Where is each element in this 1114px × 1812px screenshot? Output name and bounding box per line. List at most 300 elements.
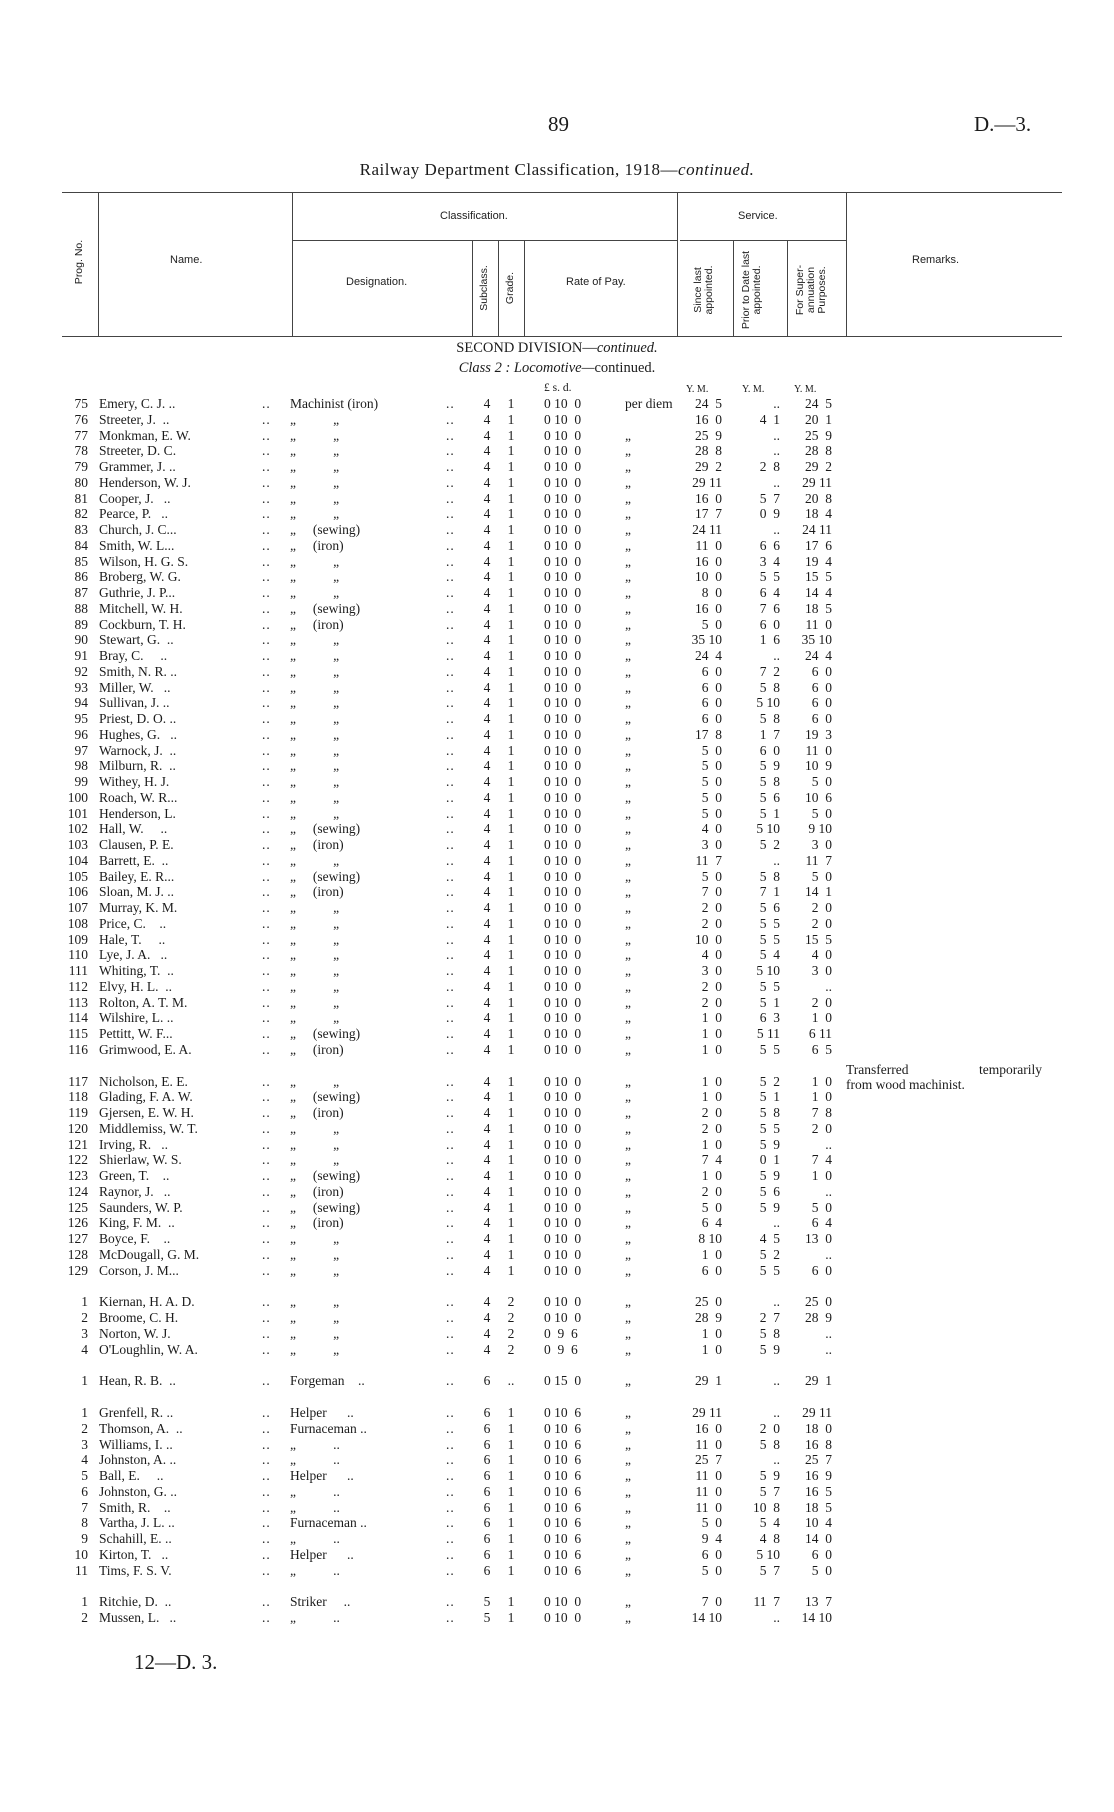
cell-leader: .. (262, 554, 271, 569)
cell-name: Grammer, J. .. (99, 459, 176, 474)
cell-rate-of-pay: 0 10 0 (544, 916, 582, 931)
cell-rate-of-pay: 0 10 0 (544, 459, 582, 474)
cell-designation: „ (iron) (290, 837, 344, 852)
cell-service-superannuation: 17 6 (805, 538, 832, 553)
cell-pay-unit: „ (625, 443, 631, 458)
cell-leader: .. (446, 900, 455, 915)
cell-name: Stewart, G. .. (99, 632, 174, 647)
cell-pay-unit: „ (625, 869, 631, 884)
cell-prog-no: 77 (74, 428, 88, 443)
cell-rate-of-pay: 0 10 0 (544, 396, 582, 411)
cell-pay-unit: „ (625, 522, 631, 537)
cell-rate-of-pay: 0 10 0 (544, 1231, 582, 1246)
cell-grade: 1 (507, 1500, 515, 1515)
cell-leader: .. (446, 979, 455, 994)
cell-subclass: 5 (483, 1594, 491, 1609)
cell-service-since-last: 5 0 (701, 743, 722, 758)
cell-leader: .. (446, 1342, 455, 1357)
cell-leader: .. (262, 412, 271, 427)
cell-rate-of-pay: 0 10 6 (544, 1484, 582, 1499)
cell-service-since-last: 16 0 (695, 601, 722, 616)
cell-name: Schahill, E. .. (99, 1531, 172, 1546)
cell-service-since-last: 16 0 (695, 491, 722, 506)
cell-name: Lye, J. A. .. (99, 947, 168, 962)
cell-leader: .. (262, 1610, 271, 1625)
cell-prog-no: 105 (67, 869, 88, 884)
cell-leader: .. (262, 711, 271, 726)
cell-grade: 1 (507, 632, 515, 647)
cell-designation: „ (sewing) (290, 869, 361, 884)
cell-subclass: 4 (483, 617, 491, 632)
cell-service-since-last: 6 0 (701, 695, 722, 710)
cell-prog-no: 97 (74, 743, 88, 758)
cell-subclass: 4 (483, 884, 491, 899)
cell-service-superannuation: 18 0 (805, 1421, 832, 1436)
cell-leader: .. (262, 396, 271, 411)
cell-subclass: 4 (483, 1105, 491, 1120)
cell-name: Monkman, E. W. (99, 428, 191, 443)
cell-leader: .. (262, 443, 271, 458)
cell-subclass: 4 (483, 837, 491, 852)
cell-leader: .. (262, 806, 271, 821)
cell-leader: .. (262, 1074, 271, 1089)
cell-subclass: 4 (483, 1026, 491, 1041)
cell-service-since-last: 1 0 (701, 1074, 722, 1089)
cell-leader: .. (446, 1026, 455, 1041)
cell-designation: Furnaceman .. (290, 1421, 367, 1436)
cell-service-since-last: 11 0 (695, 1500, 722, 1515)
cell-name: Johnston, A. .. (99, 1452, 177, 1467)
cell-leader: .. (446, 475, 455, 490)
cell-leader: .. (262, 1452, 271, 1467)
cell-leader: .. (262, 1247, 271, 1262)
cell-rate-of-pay: 0 10 6 (544, 1405, 582, 1420)
cell-leader: .. (262, 522, 271, 537)
cell-service-prior: 6 3 (759, 1010, 780, 1025)
cell-service-superannuation: 15 5 (805, 569, 832, 584)
cell-grade: 1 (507, 806, 515, 821)
cell-service-since-last: 2 0 (701, 1121, 722, 1136)
cell-service-since-last: 29 11 (692, 1405, 722, 1420)
cell-designation: „ „ (290, 443, 340, 458)
cell-name: Williams, I. .. (99, 1437, 173, 1452)
cell-pay-unit: „ (625, 1074, 631, 1089)
cell-designation: „ (iron) (290, 1105, 344, 1120)
cell-subclass: 4 (483, 506, 491, 521)
cell-service-since-last: 5 0 (701, 1515, 722, 1530)
cell-grade: 2 (507, 1310, 515, 1325)
cell-subclass: 4 (483, 1231, 491, 1246)
cell-leader: .. (446, 1594, 455, 1609)
cell-grade: 1 (507, 428, 515, 443)
cell-name: Corson, J. M... (99, 1263, 179, 1278)
cell-designation: „ „ (290, 979, 340, 994)
cell-prog-no: 3 (81, 1326, 88, 1341)
cell-rate-of-pay: 0 10 6 (544, 1563, 582, 1578)
cell-prog-no: 103 (67, 837, 88, 852)
cell-rate-of-pay: 0 10 0 (544, 1184, 582, 1199)
cell-leader: .. (262, 459, 271, 474)
cell-pay-unit: „ (625, 1089, 631, 1104)
cell-service-prior: .. (773, 1294, 780, 1309)
cell-pay-unit: „ (625, 1468, 631, 1483)
cell-designation: „ „ (290, 806, 340, 821)
header-rate-of-pay: Rate of Pay. (566, 276, 626, 288)
cell-leader: .. (262, 1168, 271, 1183)
classification-rule (292, 240, 677, 241)
cell-grade: 1 (507, 900, 515, 915)
cell-prog-no: 4 (81, 1342, 88, 1357)
cell-service-superannuation: 5 0 (811, 806, 832, 821)
cell-rate-of-pay: 0 10 0 (544, 569, 582, 584)
cell-subclass: 6 (483, 1405, 491, 1420)
cell-service-since-last: 6 0 (701, 1263, 722, 1278)
cell-service-since-last: 6 0 (701, 680, 722, 695)
cell-rate-of-pay: 0 10 6 (544, 1500, 582, 1515)
cell-name: Vartha, J. L. .. (99, 1515, 175, 1530)
cell-service-since-last: 5 0 (701, 617, 722, 632)
cell-name: Broome, C. H. (99, 1310, 179, 1325)
cell-subclass: 5 (483, 1610, 491, 1625)
service-units-1: Y. M. (686, 384, 709, 395)
cell-prog-no: 114 (68, 1010, 88, 1025)
cell-grade: 1 (507, 1421, 515, 1436)
cell-name: Pettitt, W. F... (99, 1026, 173, 1041)
cell-name: Shierlaw, W. S. (99, 1152, 182, 1167)
cell-grade: 1 (507, 585, 515, 600)
cell-pay-unit: „ (625, 695, 631, 710)
cell-leader: .. (446, 743, 455, 758)
cell-designation: „ „ (290, 1137, 340, 1152)
cell-grade: 1 (507, 1515, 515, 1530)
cell-pay-unit: „ (625, 1373, 631, 1388)
cell-name: O'Loughlin, W. A. (99, 1342, 198, 1357)
cell-leader: .. (262, 979, 271, 994)
cell-pay-unit: „ (625, 1405, 631, 1420)
cell-grade: 1 (507, 711, 515, 726)
cell-service-superannuation: 13 0 (805, 1231, 832, 1246)
cell-prog-no: 2 (81, 1421, 88, 1436)
cell-grade: 1 (507, 491, 515, 506)
cell-leader: .. (446, 947, 455, 962)
cell-leader: .. (446, 601, 455, 616)
cell-rate-of-pay: 0 10 0 (544, 632, 582, 647)
cell-leader: .. (446, 1247, 455, 1262)
cell-service-superannuation: 14 1 (805, 884, 832, 899)
cell-pay-unit: „ (625, 475, 631, 490)
cell-designation: „ „ (290, 947, 340, 962)
cell-rate-of-pay: 0 10 6 (544, 1468, 582, 1483)
cell-service-prior: 5 9 (759, 1137, 780, 1152)
cell-service-superannuation: 16 9 (805, 1468, 832, 1483)
cell-name: Hall, W. .. (99, 821, 168, 836)
cell-service-since-last: 16 0 (695, 1421, 722, 1436)
cell-service-superannuation: 1 0 (811, 1074, 832, 1089)
cell-service-prior: 5 1 (759, 806, 780, 821)
cell-grade: 1 (507, 995, 515, 1010)
cell-designation: „ .. (290, 1437, 340, 1452)
cell-subclass: 4 (483, 695, 491, 710)
cell-grade: 1 (507, 1594, 515, 1609)
cell-leader: .. (446, 1531, 455, 1546)
cell-service-since-last: 24 4 (695, 648, 722, 663)
cell-designation: „ „ (290, 585, 340, 600)
remark-word-2: temporarily (979, 1062, 1042, 1077)
cell-service-since-last: 1 0 (701, 1168, 722, 1183)
header-since-last-appointed: Since last appointed. (692, 265, 715, 315)
cell-pay-unit: „ (625, 1294, 631, 1309)
cell-prog-no: 91 (74, 648, 88, 663)
cell-service-superannuation: 28 9 (805, 1310, 832, 1325)
cell-service-superannuation: 20 1 (805, 412, 832, 427)
cell-name: King, F. M. .. (99, 1215, 175, 1230)
cell-service-prior: 3 4 (759, 554, 780, 569)
cell-pay-unit: „ (625, 916, 631, 931)
cell-leader: .. (446, 932, 455, 947)
cell-leader: .. (262, 743, 271, 758)
cell-leader: .. (262, 1089, 271, 1104)
cell-designation: „ „ (290, 932, 340, 947)
cell-leader: .. (262, 1531, 271, 1546)
cell-prog-no: 3 (81, 1437, 88, 1452)
cell-pay-unit: „ (625, 790, 631, 805)
cell-leader: .. (446, 1547, 455, 1562)
cell-subclass: 4 (483, 1263, 491, 1278)
cell-service-since-last: 5 0 (701, 774, 722, 789)
cell-grade: 1 (507, 1563, 515, 1578)
cell-service-superannuation: 14 4 (805, 585, 832, 600)
cell-service-since-last: 11 7 (695, 853, 722, 868)
cell-subclass: 6 (483, 1373, 491, 1388)
cell-designation: „ „ (290, 680, 340, 695)
cell-name: Priest, D. O. .. (99, 711, 177, 726)
cell-service-superannuation: 10 6 (805, 790, 832, 805)
cell-pay-unit: „ (625, 585, 631, 600)
cell-rate-of-pay: 0 10 0 (544, 837, 582, 852)
cell-name: Henderson, W. J. (99, 475, 191, 490)
cell-service-superannuation: .. (825, 1247, 832, 1262)
cell-subclass: 4 (483, 491, 491, 506)
cell-leader: .. (262, 664, 271, 679)
cell-name: Cooper, J. .. (99, 491, 171, 506)
cell-leader: .. (262, 790, 271, 805)
cell-leader: .. (446, 569, 455, 584)
cell-service-prior: .. (773, 1215, 780, 1230)
cell-service-prior: .. (773, 853, 780, 868)
cell-rate-of-pay: 0 10 0 (544, 664, 582, 679)
cell-service-since-last: 2 0 (701, 900, 722, 915)
cell-service-since-last: 24 5 (695, 396, 722, 411)
divider (677, 192, 678, 336)
cell-prog-no: 89 (74, 617, 88, 632)
cell-prog-no: 109 (67, 932, 88, 947)
cell-service-prior: 6 0 (759, 617, 780, 632)
cell-subclass: 4 (483, 932, 491, 947)
cell-prog-no: 92 (74, 664, 88, 679)
cell-service-prior: 5 4 (759, 947, 780, 962)
cell-service-since-last: 25 9 (695, 428, 722, 443)
cell-name: Grimwood, E. A. (99, 1042, 192, 1057)
cell-prog-no: 82 (74, 506, 88, 521)
cell-rate-of-pay: 0 10 0 (544, 585, 582, 600)
division-suffix: continued. (596, 340, 658, 356)
cell-prog-no: 128 (67, 1247, 88, 1262)
cell-prog-no: 1 (81, 1294, 88, 1309)
document-reference: D.—3. (974, 112, 1032, 136)
cell-pay-unit: „ (625, 617, 631, 632)
cell-pay-unit: „ (625, 491, 631, 506)
cell-grade: 1 (507, 680, 515, 695)
cell-leader: .. (446, 1294, 455, 1309)
cell-service-since-last: 1 0 (701, 1042, 722, 1057)
page-title (0, 160, 1114, 180)
cell-name: Smith, R. .. (99, 1500, 171, 1515)
cell-service-superannuation: 6 0 (811, 1547, 832, 1562)
cell-grade: 1 (507, 758, 515, 773)
cell-pay-unit: „ (625, 995, 631, 1010)
cell-rate-of-pay: 0 10 0 (544, 1294, 582, 1309)
cell-service-prior: 2 7 (759, 1310, 780, 1325)
cell-pay-unit: „ (625, 1610, 631, 1625)
cell-service-superannuation: 20 8 (805, 491, 832, 506)
cell-service-superannuation: 7 4 (811, 1152, 832, 1167)
cell-designation: „ „ (290, 853, 340, 868)
cell-leader: .. (446, 554, 455, 569)
cell-name: Johnston, G. .. (99, 1484, 178, 1499)
cell-pay-unit: „ (625, 1500, 631, 1515)
cell-leader: .. (446, 1484, 455, 1499)
cell-rate-of-pay: 0 10 0 (544, 1610, 582, 1625)
cell-service-superannuation: 29 11 (802, 475, 832, 490)
cell-rate-of-pay: 0 10 0 (544, 869, 582, 884)
cell-subclass: 4 (483, 412, 491, 427)
cell-grade: 1 (507, 1610, 515, 1625)
cell-name: Whiting, T. .. (99, 963, 174, 978)
cell-service-since-last: 1 0 (701, 1326, 722, 1341)
cell-name: Smith, N. R. .. (99, 664, 178, 679)
header-classification: Classification. (440, 210, 508, 222)
cell-prog-no: 88 (74, 601, 88, 616)
cell-service-prior: 5 6 (759, 1184, 780, 1199)
cell-prog-no: 99 (74, 774, 88, 789)
cell-designation: „ „ (290, 790, 340, 805)
cell-pay-unit: „ (625, 569, 631, 584)
cell-rate-of-pay: 0 10 0 (544, 821, 582, 836)
cell-subclass: 4 (483, 428, 491, 443)
cell-service-prior: 5 2 (759, 1074, 780, 1089)
cell-leader: .. (262, 1563, 271, 1578)
cell-service-prior: .. (773, 648, 780, 663)
cell-service-since-last: 5 0 (701, 1563, 722, 1578)
cell-service-prior: 5 5 (759, 1042, 780, 1057)
cell-service-superannuation: 29 11 (802, 1405, 832, 1420)
cell-prog-no: 95 (74, 711, 88, 726)
cell-prog-no: 110 (68, 947, 88, 962)
cell-name: Wilson, H. G. S. (99, 554, 189, 569)
cell-subclass: 4 (483, 680, 491, 695)
cell-designation: „ (sewing) (290, 1026, 361, 1041)
cell-service-superannuation: 18 5 (805, 1500, 832, 1515)
cell-leader: .. (262, 1026, 271, 1041)
cell-subclass: 4 (483, 585, 491, 600)
remark-note (846, 1062, 1042, 1092)
cell-service-superannuation: 2 0 (811, 995, 832, 1010)
cell-service-prior: 5 9 (759, 1468, 780, 1483)
cell-leader: .. (262, 837, 271, 852)
cell-prog-no: 111 (68, 963, 88, 978)
cell-designation: „ „ (290, 995, 340, 1010)
cell-service-superannuation: 14 0 (805, 1531, 832, 1546)
cell-prog-no: 1 (81, 1373, 88, 1388)
cell-subclass: 6 (483, 1515, 491, 1530)
cell-service-since-last: 3 0 (701, 837, 722, 852)
cell-service-since-last: 29 1 (695, 1373, 722, 1388)
cell-prog-no: 9 (81, 1531, 88, 1546)
cell-service-since-last: 5 0 (701, 758, 722, 773)
cell-name: Milburn, R. .. (99, 758, 176, 773)
cell-designation: „ (sewing) (290, 1200, 361, 1215)
cell-subclass: 4 (483, 711, 491, 726)
header-service: Service. (738, 210, 778, 222)
cell-leader: .. (262, 617, 271, 632)
cell-prog-no: 101 (67, 806, 88, 821)
cell-service-prior: .. (773, 396, 780, 411)
cell-rate-of-pay: 0 10 0 (544, 491, 582, 506)
cell-leader: .. (262, 601, 271, 616)
cell-designation: „ (sewing) (290, 522, 361, 537)
cell-subclass: 4 (483, 806, 491, 821)
cell-pay-unit: „ (625, 632, 631, 647)
cell-subclass: 4 (483, 601, 491, 616)
cell-leader: .. (262, 1137, 271, 1152)
cell-leader: .. (446, 585, 455, 600)
cell-name: Clausen, P. E. (99, 837, 174, 852)
cell-leader: .. (446, 1089, 455, 1104)
cell-designation: „ .. (290, 1452, 340, 1467)
cell-grade: 1 (507, 1437, 515, 1452)
cell-service-prior: 5 4 (759, 1515, 780, 1530)
cell-grade: 1 (507, 1247, 515, 1262)
cell-prog-no: 90 (74, 632, 88, 647)
cell-name: Price, C. .. (99, 916, 167, 931)
cell-grade: 1 (507, 443, 515, 458)
cell-designation: „ (iron) (290, 884, 344, 899)
cell-service-since-last: 2 0 (701, 1184, 722, 1199)
remark-word-1: Transferred (846, 1062, 909, 1077)
cell-rate-of-pay: 0 10 0 (544, 1247, 582, 1262)
cell-grade: 1 (507, 979, 515, 994)
cell-grade: 1 (507, 1184, 515, 1199)
cell-name: Hale, T. .. (99, 932, 166, 947)
cell-designation: „ (iron) (290, 1215, 344, 1230)
cell-designation: „ „ (290, 1342, 340, 1357)
cell-service-prior: 5 2 (759, 1247, 780, 1262)
cell-service-since-last: 1 0 (701, 1010, 722, 1025)
cell-name: Middlemiss, W. T. (99, 1121, 198, 1136)
cell-grade: 1 (507, 554, 515, 569)
cell-pay-unit: „ (625, 1168, 631, 1183)
cell-designation: „ (iron) (290, 617, 344, 632)
cell-prog-no: 86 (74, 569, 88, 584)
cell-prog-no: 115 (68, 1026, 88, 1041)
cell-subclass: 4 (483, 1042, 491, 1057)
cell-designation: „ „ (290, 963, 340, 978)
cell-leader: .. (446, 538, 455, 553)
cell-rate-of-pay: 0 10 0 (544, 1200, 582, 1215)
cell-name: Bray, C. .. (99, 648, 168, 663)
cell-service-superannuation: .. (825, 1342, 832, 1357)
cell-grade: 1 (507, 743, 515, 758)
